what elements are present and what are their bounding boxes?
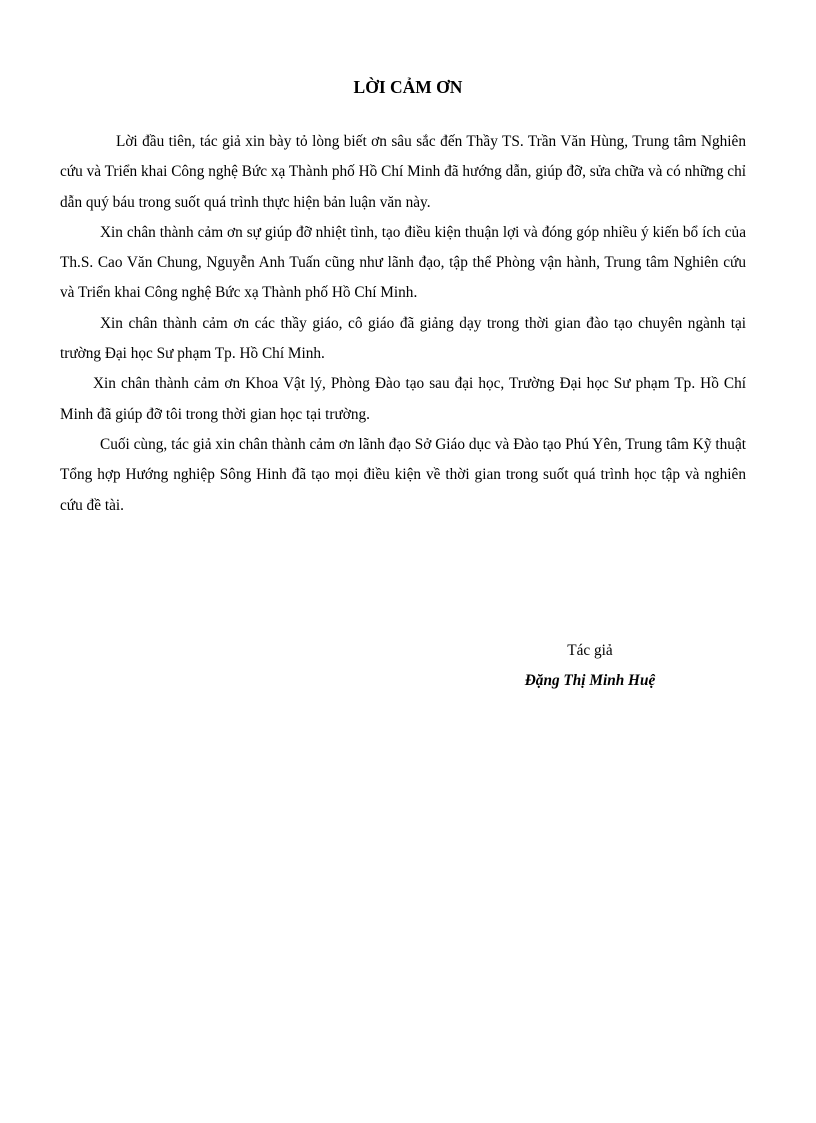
paragraph-thanks-colleagues: Xin chân thành cảm ơn sự giúp đỡ nhiệt tình, tạo điều kiện thuận lợi và đóng góp nhiều ý kiến bổ ích của Th.S. Cao Văn Chung, Nguyễn Anh Tuấn cũng như lãnh đạo, tập thể Phòng vận hành, Trung tâm Nghiên cứu và Triển khai Công nghệ Bức xạ Thành phố Hồ Chí Minh. (60, 223, 746, 302)
signature-block (500, 636, 680, 696)
paragraph-thanks-faculty: Xin chân thành cảm ơn Khoa Vật lý, Phòng Đào tạo sau đại học, Trường Đại học Sư phạm Tp. Hồ Chí Minh đã giúp đỡ tôi trong thời gian học tại trường. (60, 375, 746, 423)
page-title: LỜI CẢM ƠN (353, 77, 463, 97)
document-body (60, 127, 746, 521)
signature-role: Tác giả (567, 642, 613, 659)
paragraph-thanks-teachers: Xin chân thành cảm ơn các thầy giáo, cô giáo đã giảng dạy trong thời gian đào tạo chuyên ngành tại trường Đại học Sư phạm Tp. Hồ Chí Minh. (60, 314, 746, 363)
signature-name: Đặng Thị Minh Huệ (524, 672, 656, 689)
paragraph-intro: Lời đầu tiên, tác giả xin bày tỏ lòng biết ơn sâu sắc đến Thầy TS. Trần Văn Hùng, Trung tâm Nghiên cứu và Triển khai Công nghệ Bức xạ Thành phố Hồ Chí Minh đã hướng dẫn, giúp đỡ, sửa chữa và có những chỉ dẫn quý báu trong suốt quá trình thực hiện bản luận văn này. (60, 133, 746, 211)
paragraph-closing: Cuối cùng, tác giả xin chân thành cảm ơn lãnh đạo Sở Giáo dục và Đào tạo Phú Yên, Trung tâm Kỹ thuật Tổng hợp Hướng nghiệp Sông Hinh đã tạo mọi điều kiện về thời gian trong suốt quá trình học tập và nghiên cứu đề tài. (60, 435, 746, 514)
